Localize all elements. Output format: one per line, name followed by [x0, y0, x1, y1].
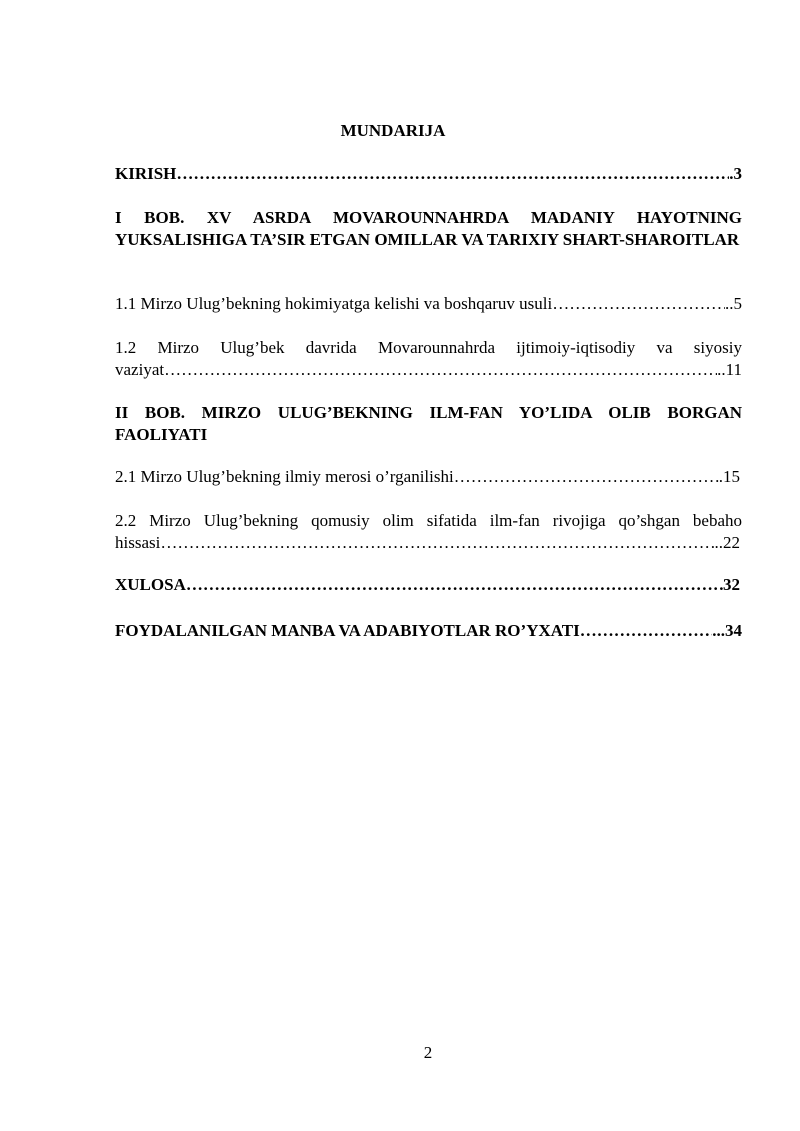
dot-leader — [164, 359, 717, 381]
toc-entry-label: XULOSA — [115, 575, 186, 594]
dot-leader — [176, 163, 729, 185]
dot-leader — [186, 574, 723, 596]
toc-entry-label: FOYDALANILGAN MANBA VA ADABIYOTLAR RO’YXATI — [115, 621, 580, 640]
toc-entry-label-line1: 1.2 Mirzo Ulug’bek davrida Movarounnahrda ijtimoiy-iqtisodiy va siyosiy — [115, 338, 742, 357]
toc-entry-label: 1.1 Mirzo Ulug’bekning hokimiyatga kelishi va boshqaruv usuli — [115, 294, 553, 313]
toc-entry-page: ..11 — [717, 360, 742, 379]
toc-entry-page: .15 — [718, 467, 740, 486]
toc-entry-label-line2: vaziyat — [115, 360, 165, 379]
toc-entry-label-line1: 2.2 Mirzo Ulug’bekning qomusiy olim sifatida ilm-fan rivojiga qo’shgan bebaho — [115, 511, 742, 530]
dot-leader — [160, 532, 714, 554]
toc-entry-label-line2: hissasi — [115, 533, 161, 552]
toc-entry-page: 32 — [723, 575, 740, 594]
toc-entry-page: ...34 — [712, 621, 742, 640]
toc-entry-page: .3 — [729, 164, 742, 183]
toc-entry-line2 — [115, 359, 742, 381]
toc-title: MUNDARIJA — [340, 121, 446, 140]
toc-entry-2-1[interactable] — [115, 466, 740, 488]
toc-entry-1-1[interactable] — [115, 293, 742, 315]
dot-leader — [454, 466, 719, 488]
toc-chapter-1-heading[interactable]: I BOB. XV ASRDA MOVAROUNNAHRDA MADANIY HAYOTNING YUKSALISHIGA TA’SIR ETGAN OMILLAR VA TARIXIY SHART-SHAROITLAR — [115, 208, 742, 249]
dot-leader — [580, 620, 713, 642]
toc-entry-references[interactable] — [115, 620, 742, 642]
dot-leader — [552, 293, 725, 315]
toc-entry-intro[interactable] — [115, 163, 742, 185]
toc-entry-page: ..22 — [714, 533, 740, 552]
toc-chapter-2-heading[interactable]: II BOB. MIRZO ULUG’BEKNING ILM-FAN YO’LIDA OLIB BORGAN FAOLIYATI — [115, 403, 742, 444]
toc-entry-page: ..5 — [725, 294, 742, 313]
toc-entry-line2 — [115, 532, 740, 554]
toc-entry-1-2[interactable] — [115, 337, 742, 381]
toc-entry-conclusion[interactable] — [115, 574, 740, 596]
toc-entry-label: 2.1 Mirzo Ulug’bekning ilmiy merosi o’rganilishi — [115, 467, 454, 486]
toc-entry-2-2[interactable] — [115, 510, 742, 554]
toc-entry-label: KIRISH — [115, 164, 177, 183]
page-number: 2 — [423, 1043, 433, 1062]
